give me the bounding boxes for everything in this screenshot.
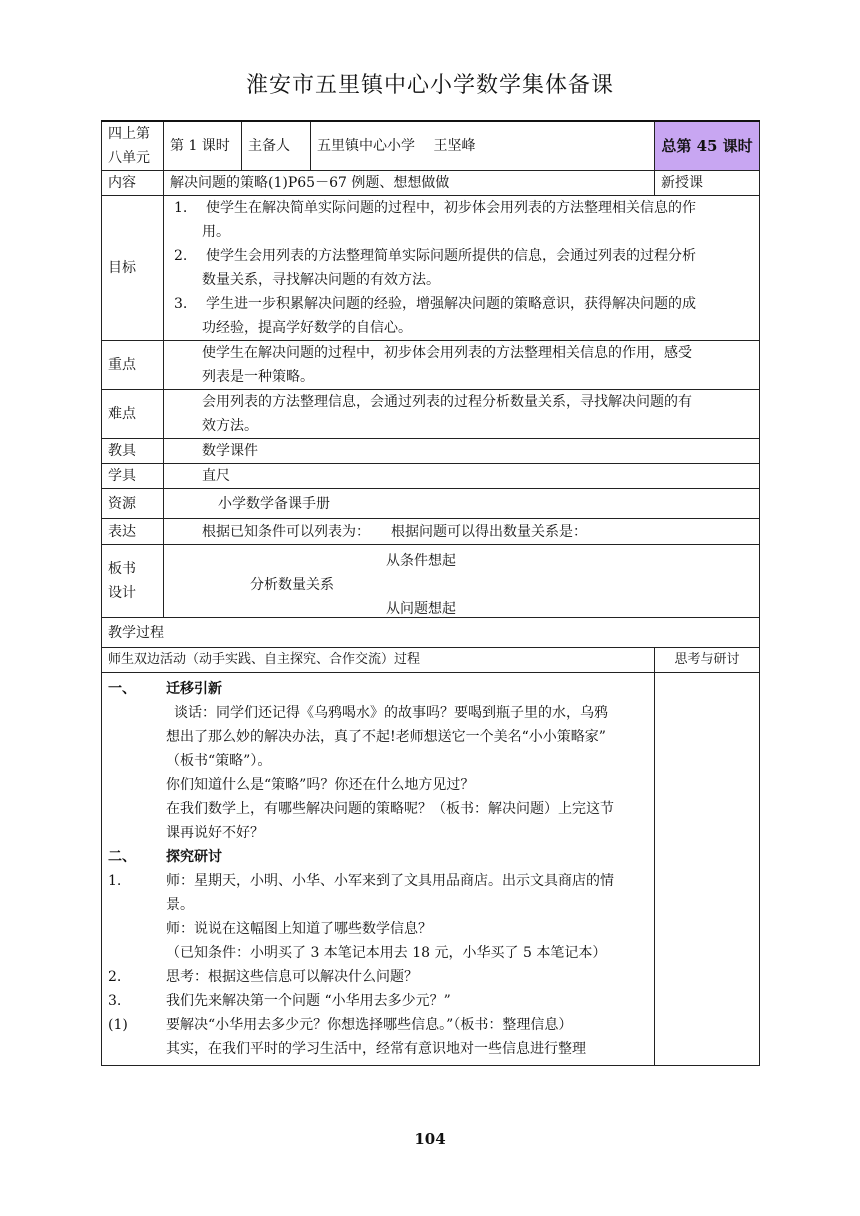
board-design [164,545,760,618]
goal-item [170,292,753,316]
process-title-row [102,618,760,648]
board-text: 分析数量关系 [250,577,334,593]
goal-continuation: 功经验，提高学好数学的自信心。 [202,320,412,336]
line-text: 迁移引新 [166,681,222,697]
header-row [102,121,760,171]
process-line: 景。 [166,897,194,913]
process-side-header: 思考与研讨 [655,648,760,673]
board-label-line: 板书 [108,561,136,577]
unit-cell: 四上第八单元 [102,121,164,171]
content-label: 内容 [102,171,164,196]
numbered-line [108,869,648,893]
process-line: 谈话：同学们还记得《乌鸦喝水》的故事吗？要喝到瓶子里的水，乌鸦 [174,705,608,721]
lesson-plan-table [101,120,760,1066]
line-text: 思考：根据这些信息可以解决什么问题？ [166,969,418,985]
key-point-row [102,341,760,390]
board-text: 从条件想起 [386,553,456,569]
process-body-row [102,673,760,1066]
process-line: （板书“策略”）。 [166,753,272,769]
teaching-aids-label: 教具 [102,439,164,464]
lesson-cell: 第 1 课时 [164,121,242,171]
learning-aids-text: 直尺 [202,468,230,484]
goals-label: 目标 [102,196,164,341]
process-line: 课再说好不好？ [166,825,264,841]
process-line: （已知条件：小明买了 3 本笔记本用去 18 元，小华买了 5 本笔记本） [166,945,607,961]
numbered-line [108,1013,648,1037]
learning-aids-label: 学具 [102,464,164,489]
process-line: 想出了那么妙的解决办法，真了不起!老师想送它一个美名“小小策略家” [166,729,606,745]
goals-list [164,196,760,341]
process-body [102,673,655,1066]
goal-text: 使学生会用列表的方法整理简单实际问题所提供的信息，会通过列表的过程分析 [206,248,696,264]
numbered-line [108,965,648,989]
section-heading [108,845,648,869]
page-number: 104 [414,1130,446,1148]
process-main-header: 师生双边活动（动手实践、自主探究、合作交流）过程 [102,648,655,673]
difficulty-row [102,390,760,439]
line-text: 师：星期天，小明、小华、小军来到了文具用品商店。出示文具商店的情 [166,873,614,889]
key-point-label: 重点 [102,341,164,390]
board-label [102,545,164,618]
key-point-line: 列表是一种策略。 [202,369,314,385]
line-number: 二、 [108,849,136,865]
content-row [102,171,760,196]
line-number: (1) [108,1017,128,1033]
expression-label: 表达 [102,519,164,545]
difficulty-line: 效方法。 [202,418,258,434]
resources-value [164,489,760,519]
expression-value [164,519,760,545]
goals-row [102,196,760,341]
board-text: 从问题想起 [386,601,456,617]
teaching-aids-value [164,439,760,464]
line-number: 一、 [108,681,136,697]
line-text: 我们先来解决第一个问题 “小华用去多少元？” [166,993,451,1009]
page-title: 淮安市五里镇中心小学数学集体备课 [245,73,614,98]
process-line: 其实，在我们平时的学习生活中，经常有意识地对一些信息进行整理 [166,1041,586,1057]
difficulty-line: 会用列表的方法整理信息，会通过列表的过程分析数量关系，寻找解决问题的有 [202,394,692,410]
goal-text: 使学生在解决简单实际问题的过程中，初步体会用列表的方法整理相关信息的作 [206,200,696,216]
process-line: 你们知道什么是“策略”吗？你还在什么地方见过？ [166,777,475,793]
process-header-row [102,648,760,673]
goal-item [170,196,753,220]
goal-number: 3. [174,296,188,312]
process-line: 在我们数学上，有哪些解决问题的策略呢？（板书：解决问题）上完这节 [166,801,614,817]
process-title: 教学过程 [102,618,760,648]
section-heading [108,677,648,701]
resources-row [102,489,760,519]
learning-aids-value [164,464,760,489]
goal-continuation: 用。 [202,224,230,240]
goal-item [170,244,753,268]
board-row [102,545,760,618]
lesson-type: 新授课 [655,171,760,196]
line-number: 3. [108,993,122,1009]
preparer-cell: 五里镇中心小学 王坚峰 [311,121,655,171]
expression-row [102,519,760,545]
board-label-line: 设计 [108,585,136,601]
goal-number: 2. [174,248,188,264]
process-line: 师：说说在这幅图上知道了哪些数学信息？ [166,921,432,937]
numbered-line [108,989,648,1013]
goal-continuation: 数量关系，寻找解决问题的有效方法。 [202,272,440,288]
process-notes [655,673,760,1066]
goal-text: 学生进一步积累解决问题的经验，增强解决问题的策略意识，获得解决问题的成 [206,296,696,312]
teaching-aids-text: 数学课件 [202,443,258,459]
goal-number: 1. [174,200,188,216]
teaching-aids-row [102,439,760,464]
difficulty-value [164,390,760,439]
content-value: 解决问题的策略(1)P65－67 例题、想想做做 [164,171,655,196]
total-lessons-badge: 总第 45 课时 [655,121,760,171]
expression-text: 根据已知条件可以列表为： 根据问题可以得出数量关系是： [202,523,587,540]
line-number: 2. [108,969,122,985]
line-text: 要解决“小华用去多少元？你想选择哪些信息。”（板书：整理信息） [166,1017,573,1033]
key-point-value [164,341,760,390]
preparer-label: 主备人 [242,121,311,171]
key-point-line: 使学生在解决问题的过程中，初步体会用列表的方法整理相关信息的作用，感受 [202,345,692,361]
learning-aids-row [102,464,760,489]
resources-label: 资源 [102,489,164,519]
resources-text: 小学数学备课手册 [218,495,330,512]
line-number: 1. [108,873,122,889]
difficulty-label: 难点 [102,390,164,439]
line-text: 探究研讨 [166,849,222,865]
